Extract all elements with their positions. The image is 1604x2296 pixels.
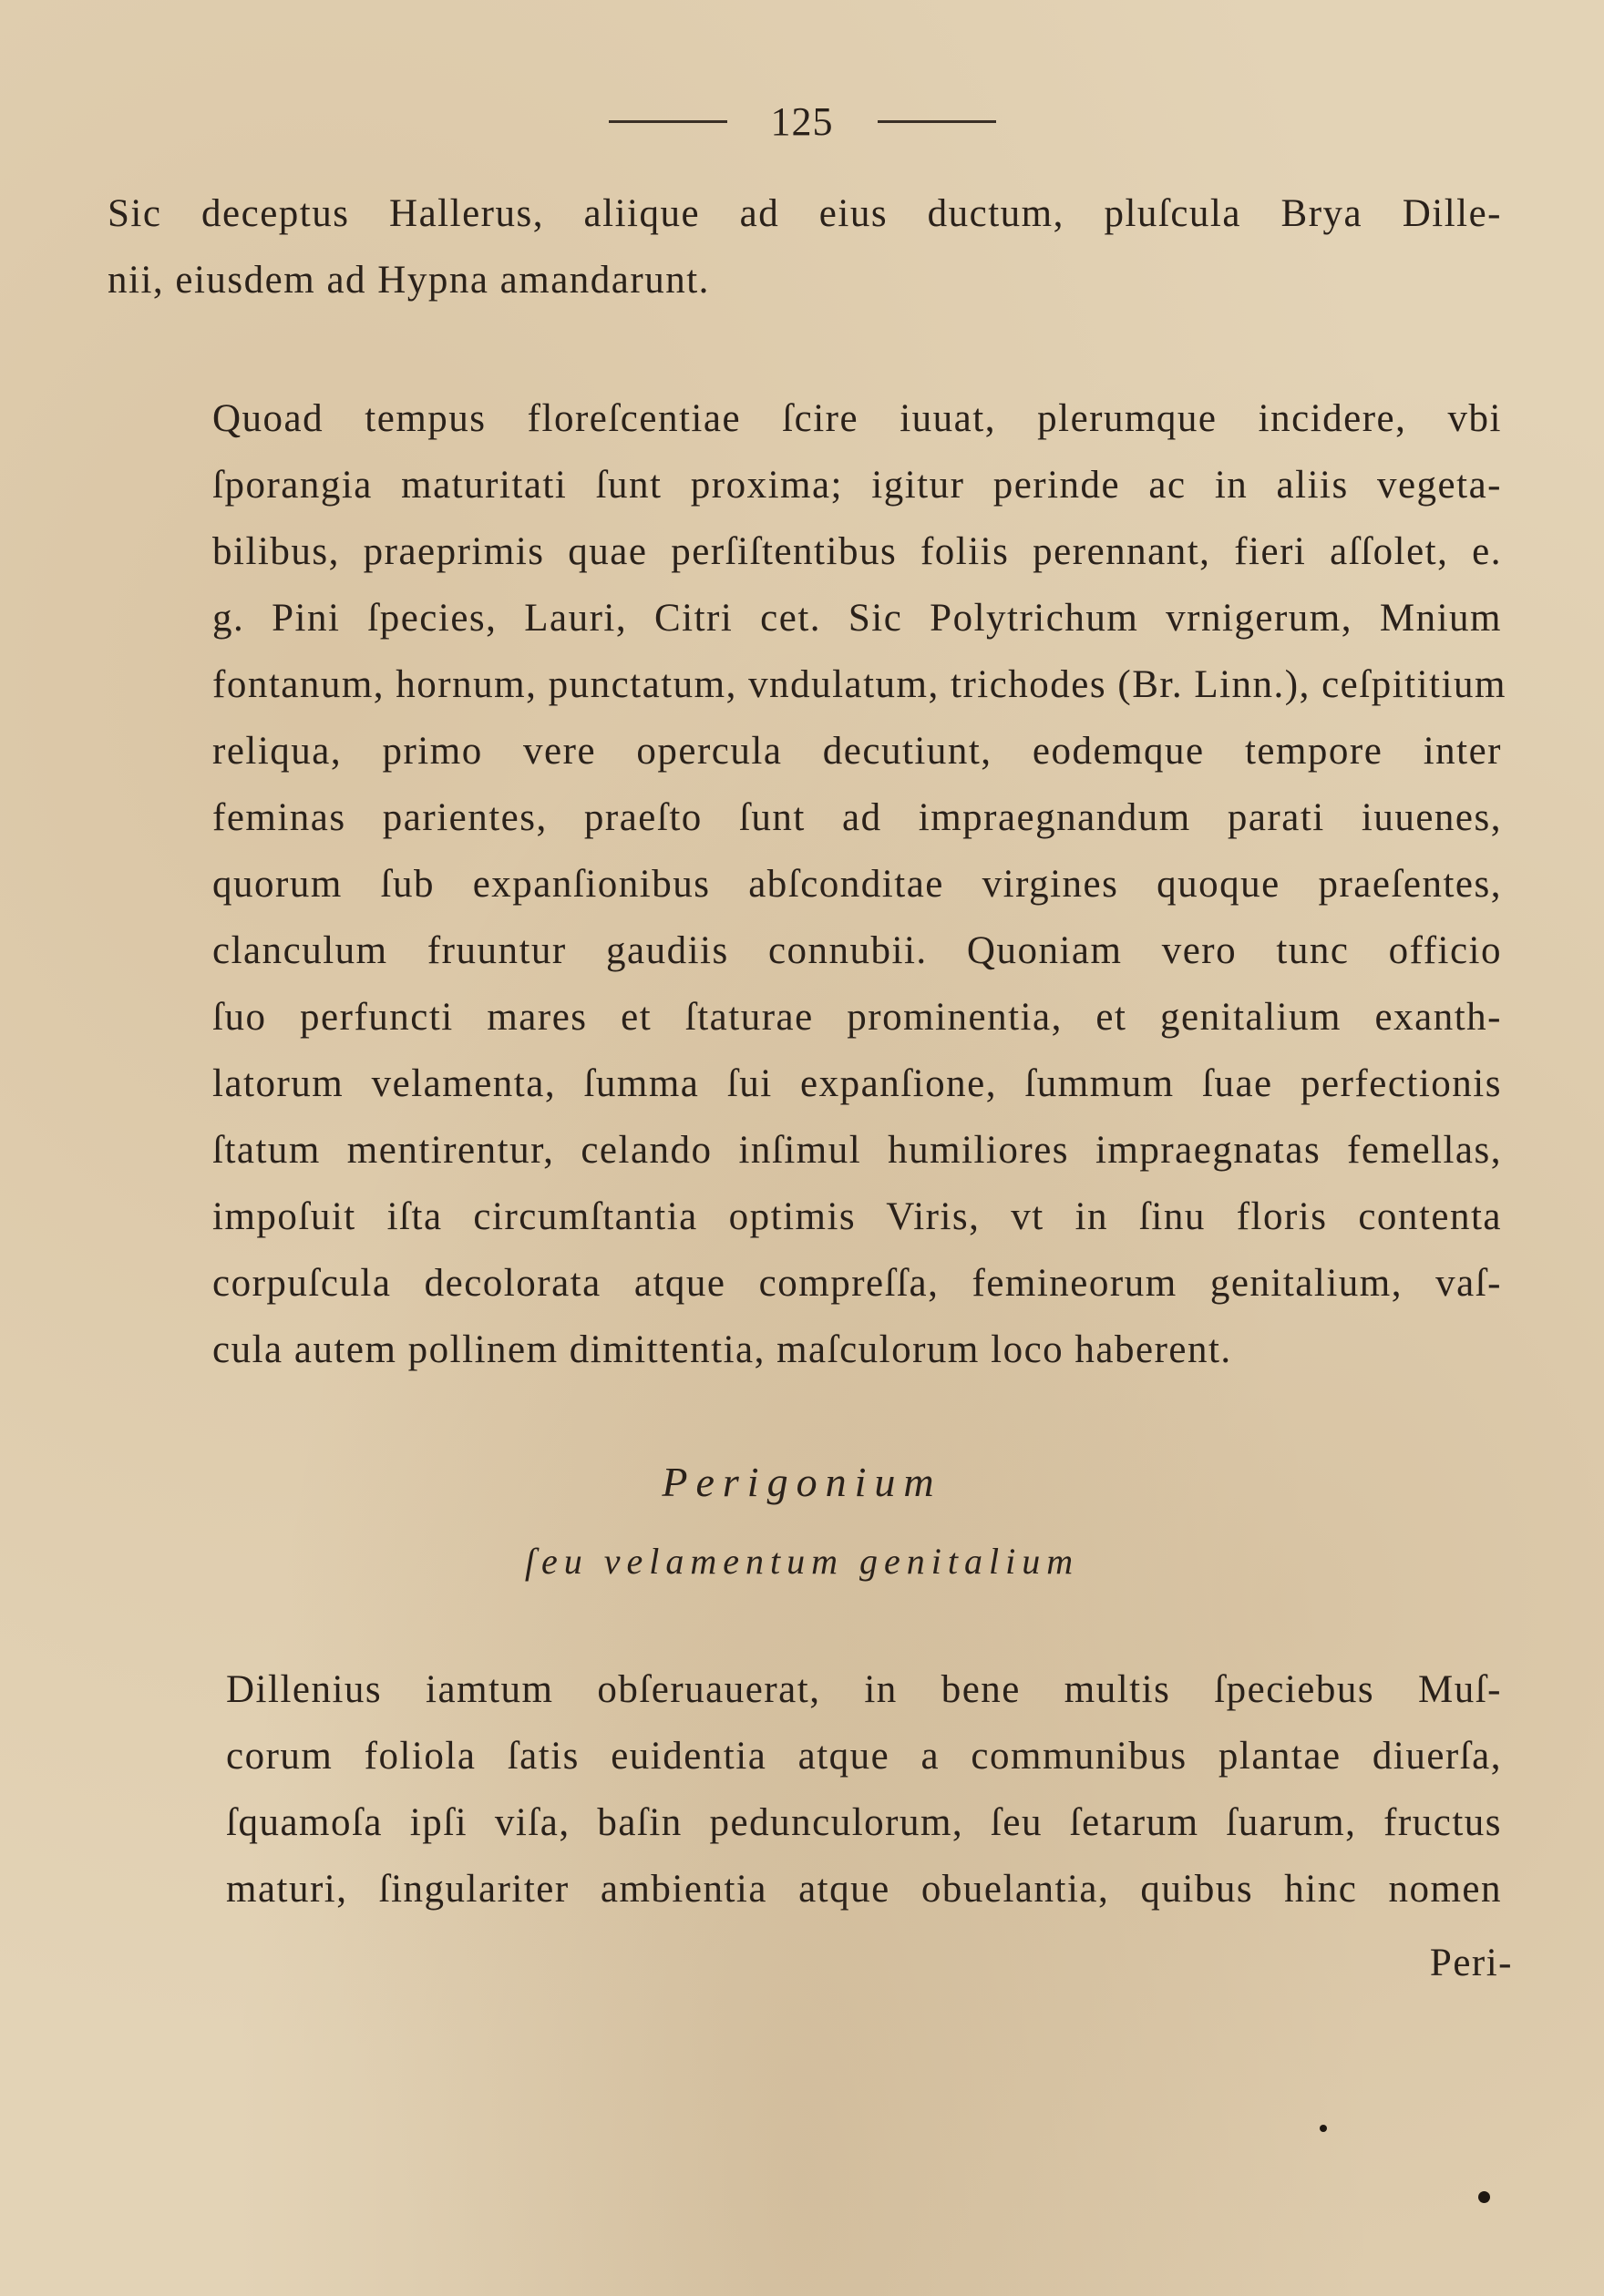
text-line: fontanum, hornum, punctatum, vndulatum, trichodes (Br. Linn.), ceſpititium — [212, 663, 1506, 706]
paragraph-3 — [108, 1656, 1502, 1922]
text-line: Sic deceptus Hallerus, aliique ad eius ductum, pluſcula Brya Dille- — [108, 192, 1502, 235]
catchword: Peri- — [1429, 1942, 1513, 1984]
page-number: 125 — [770, 99, 834, 144]
text-line: g. Pini ſpecies, Lauri, Citri cet. Sic Polytrichum vrnigerum, Mnium — [212, 597, 1502, 640]
text-line: impoſuit iſta circumſtantia optimis Viris, vt in ſinu floris contenta — [212, 1195, 1502, 1238]
text-line: Quoad tempus floreſcentiae ſcire iuuat, plerumque incidere, vbi — [212, 397, 1502, 440]
text-line: ſuo perfuncti mares et ſtaturae prominentia, et genitalium exanth- — [212, 996, 1502, 1039]
text-line: maturi, ſingulariter ambientia atque obuelantia, quibus hinc nomen — [226, 1868, 1502, 1911]
section-title: Perigonium — [662, 1459, 942, 1505]
text-line: quorum ſub expanſionibus abſconditae virgines quoque praeſentes, — [212, 863, 1502, 906]
text-line: feminas parientes, praeſto ſunt ad impraegnandum parati iuuenes, — [212, 796, 1502, 839]
ink-speck — [1478, 2191, 1490, 2203]
text-line: ſtatum mentirentur, celando inſimul humiliores impraegnatas femellas, — [212, 1129, 1502, 1172]
text-line: Dillenius iamtum obſeruauerat, in bene multis ſpeciebus Muſ- — [226, 1668, 1502, 1711]
section-subtitle: ſeu velamentum genitalium — [524, 1541, 1080, 1582]
text-line: ſquamoſa ipſi viſa, baſin pedunculorum, ſeu ſetarum ſuarum, fructus — [226, 1801, 1502, 1844]
text-line: latorum velamenta, ſumma ſui expanſione, ſummum ſuae perfectionis — [212, 1062, 1502, 1105]
ink-speck — [1320, 2125, 1327, 2132]
paragraph-2 — [108, 385, 1506, 1383]
page-header — [0, 98, 1604, 145]
text-line: corpuſcula decolorata atque compreſſa, femineorum genitalium, vaſ- — [212, 1262, 1502, 1305]
text-line: nii, eiusdem ad Hypna amandarunt. — [108, 259, 710, 302]
paragraph-1 — [108, 180, 1502, 313]
text-line: cula autem pollinem dimittentia, maſculorum loco haberent. — [212, 1328, 1232, 1371]
text-line: bilibus, praeprimis quae perſiſtentibus foliis perennant, fieri aſſolet, e. — [212, 530, 1502, 573]
text-line: reliqua, primo vere opercula decutiunt, eodemque tempore inter — [212, 730, 1502, 773]
text-line: ſporangia maturitati ſunt proxima; igitur perinde ac in aliis vegeta- — [212, 464, 1502, 507]
text-line: clanculum fruuntur gaudiis connubii. Quoniam vero tunc officio — [212, 929, 1502, 972]
header-rule-right — [878, 120, 996, 123]
text-line: corum foliola ſatis euidentia atque a communibus plantae diuerſa, — [226, 1735, 1502, 1778]
header-rule-left — [609, 120, 727, 123]
